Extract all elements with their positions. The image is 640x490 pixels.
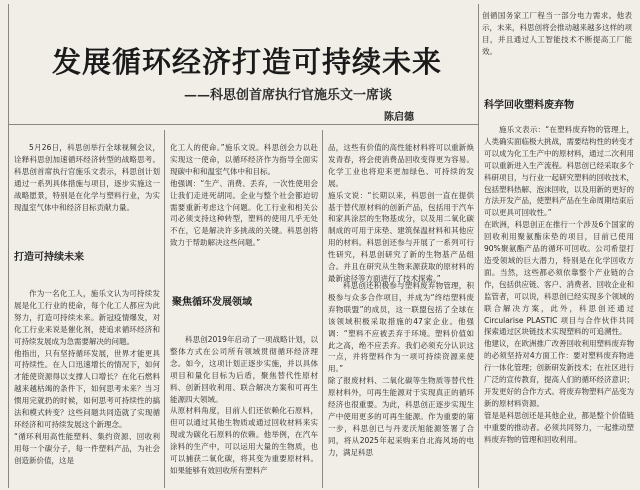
column-rule-right: [478, 4, 479, 488]
section-heading-circular-fields: 聚焦循环发展领域: [172, 297, 252, 308]
col3-body-text: 科思创还积极参与塑料废弃物管理，积极参与众多合作项目，并成为“终结塑料废弃物联盟”的成员，这一联盟包括了全球在该领域积极采取措施的47家企业。他强调：“塑料不应被丢弃于环境。塑料价值如此之高，绝不应丢弃。我们必须充分认识这一点，并将塑料作为一项可持续资源来使用。” 除了报废材料、二氧化碳等生物质等替代性原材料外，可再生能源对于实现真正的循环经济也很重要。为此，科思创正逐步实现生产中使用更多的可再生能源。作为重要的第一步，科思创已与丹麦沃旭能源签署了合同，将从2025年起采购来自北海风场的电力，满足科思: [328, 281, 474, 457]
col1-intro-text: 5月26日，科思创举行全球视频会议，诠释科思创加速循环经济转型的战略思考。科思创首席执行官施乐文表示，科思创计划通过一系列具体措施与项目，逐步实施这一战略愿景，特别是在化学与塑料行业，为实现温室气体中和经济目标贡献力量。: [14, 143, 160, 212]
frame-left-rule: [8, 4, 9, 488]
col2-top-text: 化工人的使命。”施乐文说。科思创会力以赴实现这一使命，以循环经济作为指导全面实现碳中和和温室气体中和目标。 他强调：“生产、消费、丢弃，一次性使用会让我们走进死胡同。企业与整个社会都迫切需要重新考虑这个问题。化工行业和相关公司必须支持这种转型，塑料的使用几乎无处不在，它是解决许多挑战的关键。科思创将致力于帮助解决这些问题。”: [170, 143, 318, 248]
right-column-top-text: 创循国务家工厂程当一部分电力需求。他表示，未来，科思创将会推动越来越多这样的项目，并且通过人工智能技术不断提高工厂能效。: [482, 11, 632, 56]
article-title: 发展循环经济打造可持续未来: [52, 45, 443, 79]
col2-body-text: 科思创2019年启动了一项战略计划，以整体方式在公司所有领域贯彻循环经济理念。如今，这项计划正逐步实施，并以具体项目和量化目标为后盾，聚焦替代性原材料、创新回收利用、联合解决方案和可再生能源四大领域。 从原材料角度，目前人们还依赖化石原料，但可以通过其他生物质或通过回收材料来实现或为碳化石原料的依赖。他举例，在汽车涂料的生产中，可以运用大量的生物质，也可以捕获二氧化碳，将其变为重要原材料。如果能够有效回收所有塑料产: [170, 335, 318, 475]
col3-top-text: 品，这些有价值的高性能材料将可以重新焕发青春，将会使消费品回收变得更为容易。化学工业也将迎来更加绿色、可持续的发展。 施乐文说：“长期以来，科思创一直在提供基于替代原材料的创新产品，包括用于汽车和家具涂层的生物基成分，以及用二氧化碳制成的可用于床垫、建筑保温材料和其他应用的材料。科思创还参与开展了一系列可行性研究，科思创研究了新的生物基产品组合。并且在研究从生物来源获取的原材料的最新途径等方面进行了技术探索。”: [328, 143, 474, 283]
article-subtitle: ——科思创首席执行官施乐文一席谈: [184, 88, 393, 103]
title-bottom-rule: [8, 124, 478, 125]
col4-body-text: 施乐文表示：“在塑料废弃物的管理上，人类确实面临极大挑战，需要结构性的转变才可以成为化工生产中的原材料，通过二次利用可以重新进入生产流程。科思创已经采取多个科研项目，与行业一起研究塑料的回收技术，包括塑料热解、泡沫回收，以及用新的更好的方法开发产品，使塑料产品在生命周期结束后可以更具可回收性。” 在欧洲，科思创正在推行一个涉及6个国家的回收利用聚氨酯床垫的项目，目前已使用90%聚氨酯产品的循环可回收。公司希望打造受领域的巨大潜力，特别是在化学回收方面。当然，这些都必须依靠整个产业链的合作，包括供应链、客户、消费者、回收企业和监管者，可以说，科思创已经实现多个领域的联合解决方案，此外，科思创还通过 Circularise PLASTIC 项目与合作伙伴共同探索通过区块链技术实现塑料的可追溯性。 他建议，在欧洲推广改善回收利用塑料废弃物的必须坚持对4方面工作：要对塑料废弃物进行一体化管理；创新研发新技术；在社区进行广泛的宣传教育，提高人们的循环经济意识；开发更好的合作方式。将废弃物塑料产品变为新的原材料资源。 管是是科思创还是其他企业，都是整个价值链中重要的推动者。必须共同努力，一起推动塑料废弃物的管理和回收利用。: [484, 125, 634, 444]
column-rule-1: [164, 130, 165, 488]
section-heading-sustainable-future: 打造可持续未来: [14, 252, 84, 263]
column-rule-2: [322, 130, 323, 488]
col1-body-text: 作为一名化工人，施乐文认为可持续发展是化工行业的使命，每个化工人都应为此努力，打造可持续未来。新冠疫情爆发，对化工行业来说是催化剂，使追求循环经济和可持续发展成为急需要解决的问题。 他指出，只有坚持循环发展，世界才能更具可持续性。在人口迅速增长的情况下，如何才能使资源得以支撑人口增长？在化石燃料越来越枯竭的条件下，如何思考未来？当习惯用完就扔的时候，如何思考可持续性的搞法和模式转变？这些问题共同造就了实现循环经济和可持续发展这个新理念。 “循环利用高性能塑料、集约资源、回收利用每一个碳分子，每一件塑料产品，为社会创造新价值，这是: [14, 289, 160, 465]
section-heading-recycling: 科学回收塑料废弃物: [484, 100, 574, 111]
author-byline: 陈启德: [384, 112, 414, 123]
